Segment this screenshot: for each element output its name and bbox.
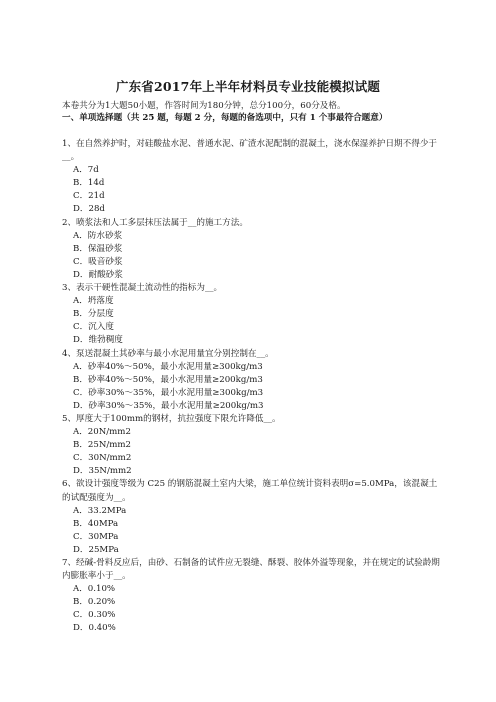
- exam-intro: 本卷共分为1大题50小题，作答时间为180分钟，总分100分，60分及格。: [62, 101, 346, 111]
- document-title: 广东省2017年上半年材料员专业技能模拟试题: [115, 79, 381, 94]
- option-c: C．30N/mm2: [73, 453, 132, 464]
- option-d: D．砂率30%～35%，最小水泥用量≥200kg/m3: [73, 400, 264, 411]
- question-7: [62, 557, 440, 636]
- question-stem: 4、泵送混凝土其砂率与最小水泥用量宜分别控制在__。: [62, 348, 274, 359]
- option-a: A．7d: [73, 165, 99, 176]
- option-b: B．分层度: [73, 309, 114, 320]
- option-b: B．砂率40%～50%，最小水泥用量≥200kg/m3: [73, 374, 263, 385]
- option-c: C．30MPa: [73, 531, 119, 542]
- option-d: D．耐酸砂浆: [73, 269, 123, 280]
- question-4: [62, 348, 440, 413]
- option-b: B．保温砂浆: [73, 243, 123, 254]
- question-stem: 1、在自然养护时，对硅酸盐水泥、普通水泥、矿渣水泥配制的混凝土，浇水保湿养护日期不得少于__。: [62, 139, 438, 163]
- option-c: C．沉入度: [73, 322, 114, 333]
- question-stem: 7、经碱-骨料反应后，由砂、石制备的试件应无裂缝、酥裂、胶体外溢等现象，并在规定的试验龄期内膨胀率小于__。: [62, 558, 440, 582]
- option-a: A．砂率40%～50%，最小水泥用量≥300kg/m3: [73, 361, 263, 372]
- option-b: B．0.20%: [73, 597, 116, 608]
- question-3: [62, 282, 440, 347]
- option-c: C．21d: [73, 191, 105, 202]
- option-d: D．25MPa: [73, 544, 119, 555]
- option-c: C．砂率30%～35%，最小水泥用量≥300kg/m3: [73, 387, 264, 398]
- question-list: [62, 138, 440, 636]
- option-a: A．0.10%: [73, 584, 116, 595]
- option-b: B．14d: [73, 178, 105, 189]
- question-stem: 2、喷浆法和人工多层抹压法属于__的施工方法。: [62, 217, 248, 228]
- question-stem: 5、厚度大于100mm的钢材，抗拉强度下限允许降低__。: [62, 413, 281, 424]
- option-b: B．40MPa: [73, 518, 119, 529]
- option-b: B．25N/mm2: [73, 440, 132, 451]
- section-heading: 一、单项选择题（共 25 题，每题 2 分，每题的备选项中，只有 1 个事最符合题意）: [62, 113, 388, 123]
- option-d: D．35N/mm2: [73, 466, 132, 477]
- option-d: D．28d: [73, 204, 105, 215]
- option-a: A．20N/mm2: [73, 427, 131, 438]
- option-a: A．防水砂浆: [73, 230, 123, 241]
- option-a: A．33.2MPa: [73, 505, 127, 516]
- option-c: C．吸音砂浆: [73, 256, 123, 267]
- option-a: A．坍落度: [73, 296, 114, 307]
- question-2: [62, 217, 440, 282]
- question-6: [62, 478, 440, 557]
- option-d: D．维勃稠度: [73, 335, 123, 346]
- question-5: [62, 413, 440, 478]
- option-d: D．0.40%: [73, 623, 116, 634]
- question-stem: 6、欲设计强度等级为 C25 的钢筋混凝土室内大梁，施工单位统计资料表明σ=5.0MPa，该混凝土的试配强度为__。: [62, 479, 438, 503]
- question-stem: 3、表示干硬性混凝土流动性的指标为__。: [62, 283, 223, 294]
- option-c: C．0.30%: [73, 610, 116, 621]
- question-1: [62, 138, 440, 217]
